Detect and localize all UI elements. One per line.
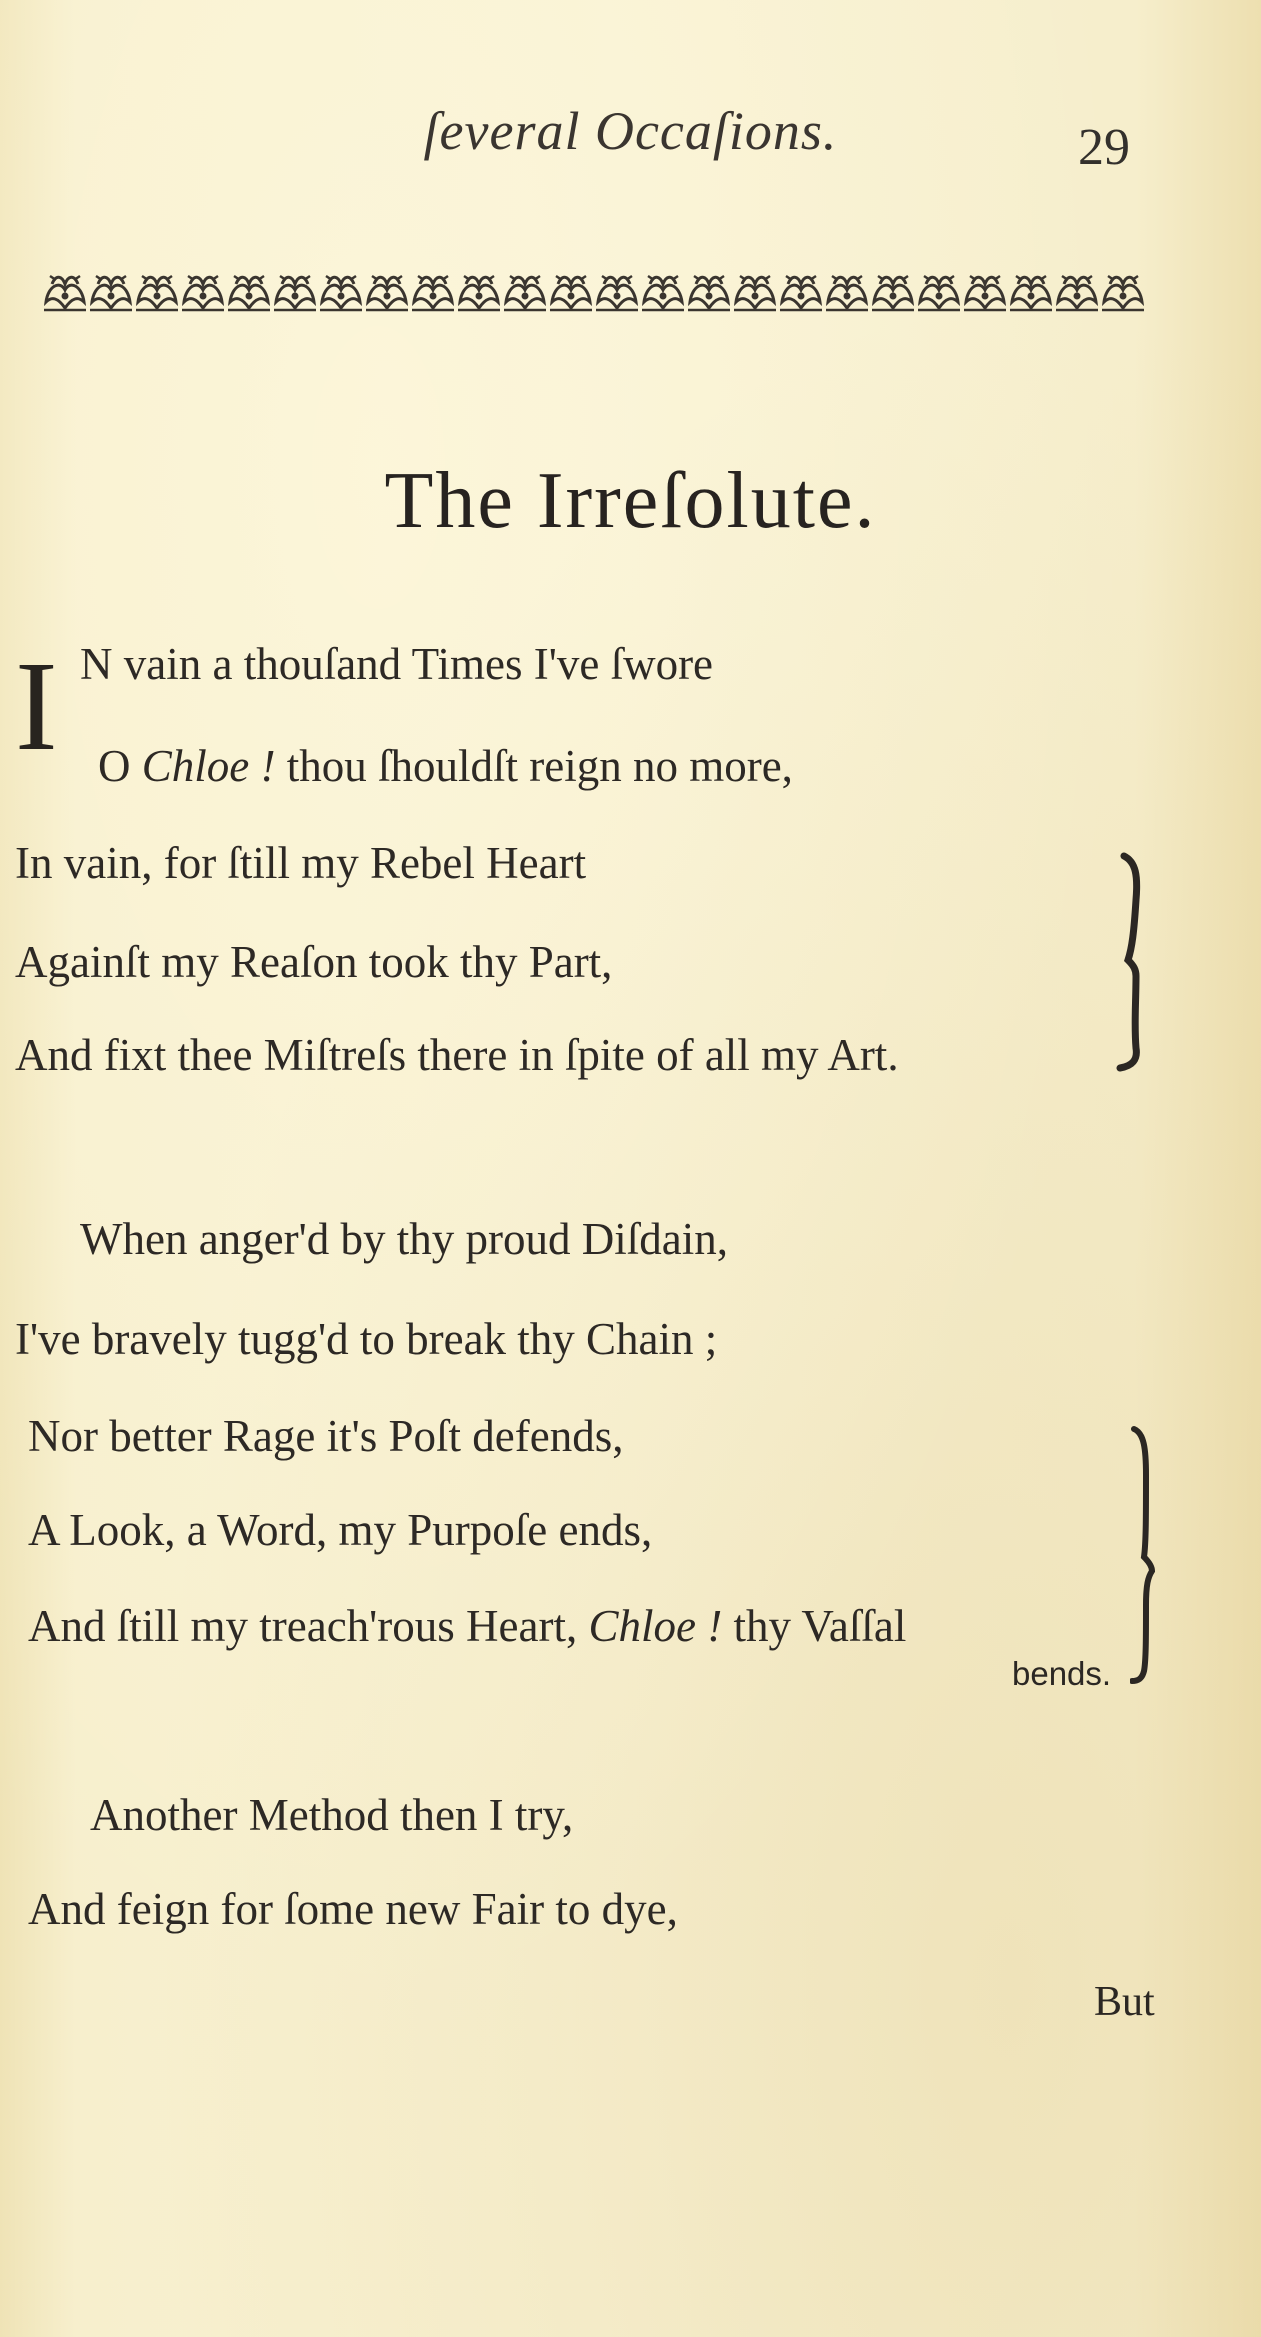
stanza1-line5: And fixt thee Miſtreſs there in ſpite of all my Art. [15, 1030, 899, 1080]
stanza1-line2-rest: thou ſhouldſt reign no more, [275, 741, 793, 791]
stanza1-line2-name: Chloe ! [141, 741, 276, 791]
triplet-brace-icon [1116, 852, 1152, 1072]
stanza2-line5 [28, 1601, 907, 1651]
stanza1-line2-prefix: O [98, 741, 142, 791]
fleuron-band-icon [42, 268, 1148, 318]
stanza2-line5-name: Chloe ! [588, 1601, 723, 1651]
catchword: But [1094, 1979, 1155, 2025]
stanza1-line1: N vain a thouſand Times I've ſwore [80, 639, 714, 689]
drop-cap: I [15, 635, 58, 777]
stanza2-line4: A Look, a Word, my Purpoſe ends, [28, 1505, 653, 1555]
stanza2-line5-prefix: And ſtill my treach'rous Heart, [28, 1601, 589, 1651]
page-number: 29 [1078, 119, 1130, 176]
stanza3-line1: Another Method then I try, [90, 1790, 574, 1840]
running-title: ſeveral Occaſions. [423, 101, 838, 161]
stanza2-line2: I've bravely tugg'd to break thy Chain ; [15, 1314, 718, 1364]
triplet-brace-icon-2 [1130, 1425, 1166, 1685]
stanza1-line3: In vain, for ſtill my Rebel Heart [15, 838, 587, 888]
stanza3-line2: And feign for ſome new Fair to dye, [28, 1884, 678, 1934]
poem-title: The Irreſolute. [384, 457, 877, 545]
stanza2-line3: Nor better Rage it's Poſt defends, [28, 1411, 624, 1461]
stanza1-line4: Againſt my Reaſon took thy Part, [15, 937, 613, 987]
stanza2-line5-turnover: bends. [1012, 1655, 1112, 1692]
stanza2-line5-rest: thy Vaſſal [722, 1601, 907, 1651]
stanza2-line1: When anger'd by thy proud Diſdain, [80, 1214, 728, 1264]
stanza1-line2 [98, 741, 793, 791]
